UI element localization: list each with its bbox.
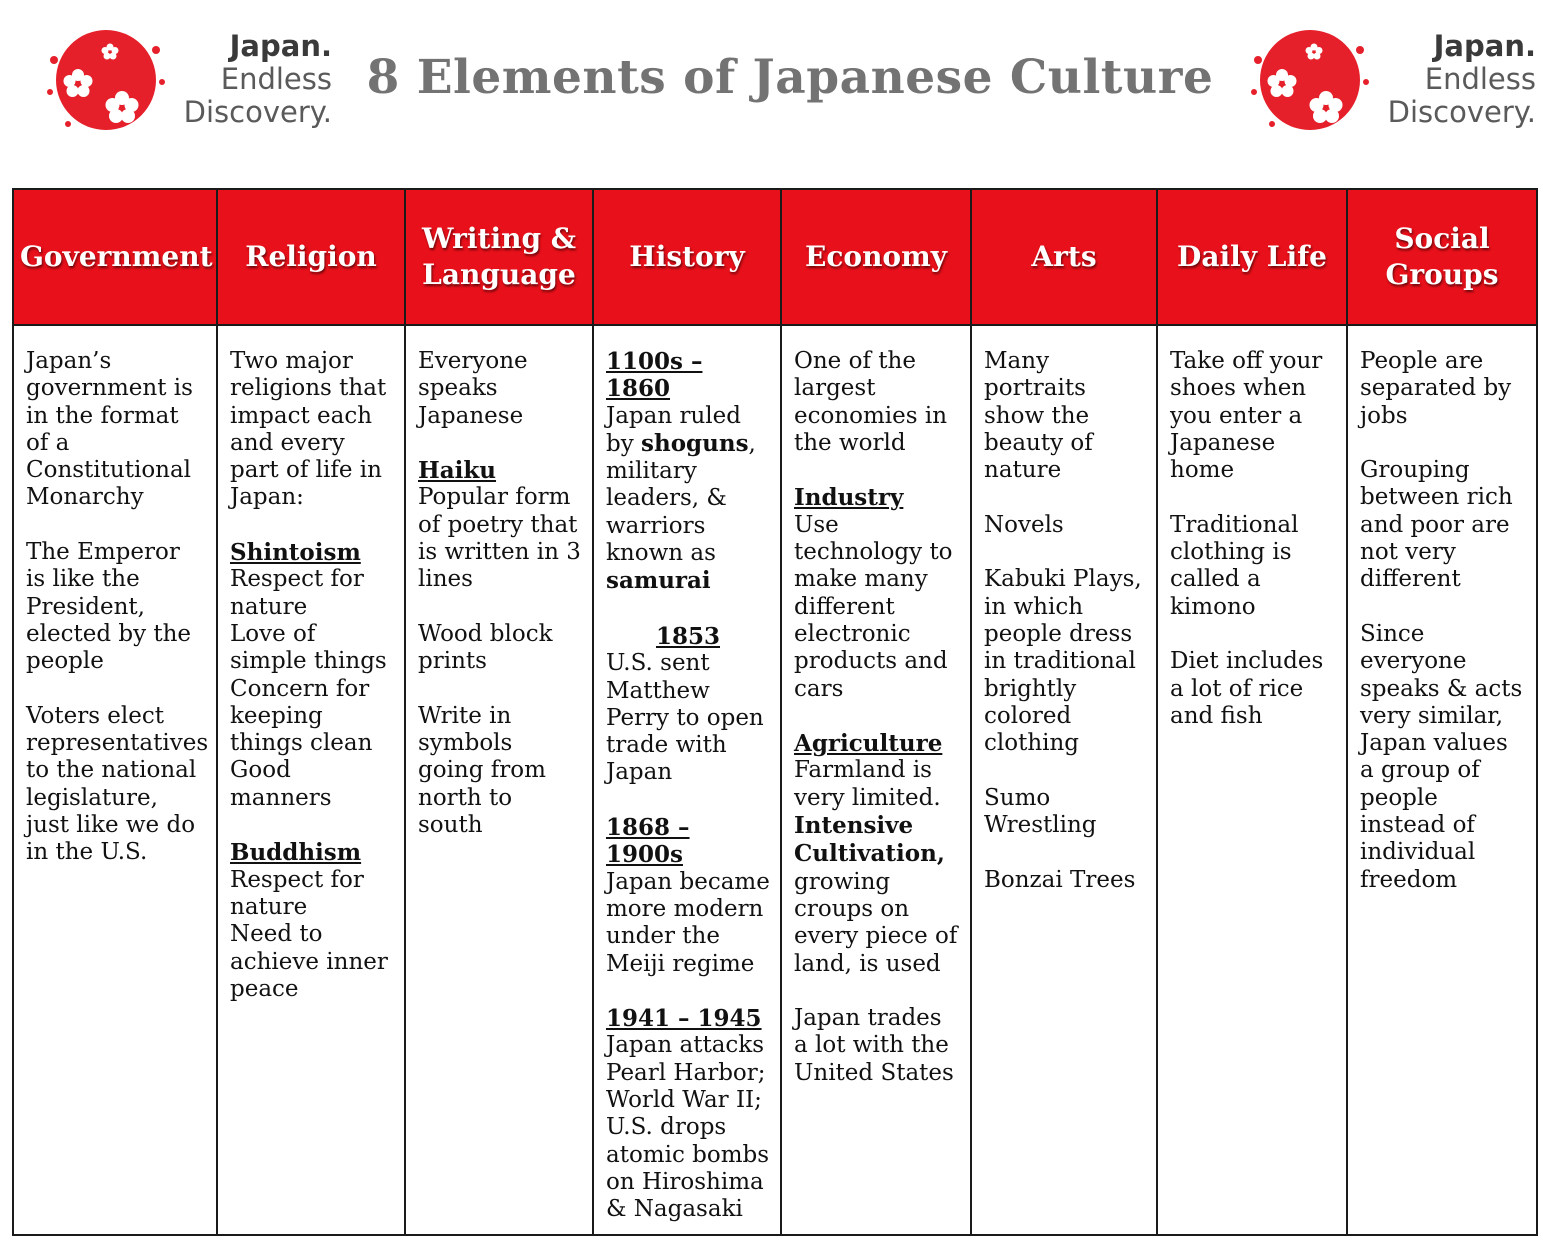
header-social-groups: Social Groups — [1347, 189, 1537, 325]
cell-social-groups — [1347, 325, 1537, 1235]
intensive-cultivation: Intensive Cultivation, — [794, 812, 945, 868]
social-groups-paragraph: People are separated by jobs — [1360, 348, 1512, 429]
economy-paragraph: One of the largest economies in the world — [794, 348, 948, 456]
government-paragraph: Voters elect representatives to the national legislature, just like we do in the U.S. — [26, 702, 209, 866]
history-date: 1853 — [655, 622, 720, 650]
brand-line-2: Endless — [220, 62, 332, 96]
history-entry — [606, 348, 770, 596]
brand-line-1: Japan. — [1433, 29, 1536, 63]
header-economy: Economy — [781, 189, 971, 325]
brand-line-3: Discovery. — [1387, 95, 1536, 129]
writing-paragraph: Write in symbols going from north to south — [418, 702, 546, 839]
writing-paragraph: Wood block prints — [418, 620, 553, 675]
cell-daily-life — [1157, 325, 1347, 1235]
history-entry — [606, 814, 770, 978]
agriculture-heading: Agriculture — [794, 730, 943, 758]
economy-agriculture — [794, 730, 960, 978]
shintoism-heading: Shintoism — [230, 539, 361, 567]
social-groups-paragraph: Since everyone speaks & acts very similar, Japan values a group of people instead of individual freedom — [1360, 620, 1523, 893]
header-arts: Arts — [971, 189, 1157, 325]
shintoism-item: Concern for keeping things clean — [230, 675, 373, 757]
history-text: Japan ruled by — [606, 402, 741, 457]
history-term: shoguns — [641, 429, 749, 457]
writing-haiku — [418, 457, 582, 593]
social-groups-paragraph: Grouping between rich and poor are not very different — [1360, 457, 1513, 593]
arts-paragraph: Bonzai Trees — [984, 866, 1136, 893]
history-term: samurai — [606, 567, 711, 595]
arts-paragraph: Many portraits show the beauty of nature — [984, 348, 1093, 484]
history-entry — [606, 623, 770, 787]
cell-writing-language — [405, 325, 593, 1235]
logo-left — [44, 22, 334, 137]
buddhism-item: Respect for nature — [230, 866, 364, 920]
buddhism-item: Need to achieve inner peace — [230, 921, 388, 1002]
culture-table — [12, 188, 1538, 1236]
brand-line-2: Endless — [1424, 62, 1536, 96]
cell-economy — [781, 325, 971, 1235]
logo-right — [1248, 22, 1538, 137]
sakura-sun-icon — [1248, 22, 1373, 137]
sakura-sun-icon — [44, 22, 169, 137]
religion-buddhism — [230, 839, 394, 1003]
haiku-text: Popular form of poetry that is written in 3 lines — [418, 484, 581, 593]
economy-paragraph: Japan trades a lot with the United States — [794, 1005, 954, 1086]
brand-line-3: Discovery. — [183, 95, 332, 129]
header-daily-life: Daily Life — [1157, 189, 1347, 325]
history-text: U.S. sent Matthew Perry to open trade with Japan — [606, 650, 764, 786]
shintoism-item: Good manners — [230, 757, 332, 811]
header-government: Government — [13, 189, 217, 325]
page-title: 8 Elements of Japanese Culture — [366, 50, 1214, 105]
daily-life-paragraph: Traditional clothing is called a kimono — [1170, 511, 1299, 620]
header-row — [13, 189, 1537, 325]
arts-paragraph: Novels — [984, 511, 1064, 538]
daily-life-paragraph: Take off your shoes when you enter a Japanese home — [1170, 348, 1323, 484]
industry-heading: Industry — [794, 484, 904, 512]
economy-industry — [794, 484, 960, 702]
history-date: 1100s – 1860 — [606, 348, 703, 403]
history-text: , military leaders, & warriors known as — [606, 430, 756, 567]
header-history: History — [593, 189, 781, 325]
brand-line-1: Japan. — [229, 29, 332, 63]
cell-government — [13, 325, 217, 1235]
religion-shintoism — [230, 539, 394, 812]
arts-paragraph: Kabuki Plays, in which people dress in traditional brightly colored clothing — [984, 566, 1142, 757]
buddhism-heading: Buddhism — [230, 839, 362, 867]
cell-history — [593, 325, 781, 1235]
content-row — [13, 325, 1537, 1235]
history-entry — [606, 1005, 770, 1223]
agriculture-text: growing croups on every piece of land, is used — [794, 868, 958, 977]
header-writing-language: Writing & Language — [405, 189, 593, 325]
history-date: 1868 – 1900s — [606, 814, 690, 869]
cell-arts — [971, 325, 1157, 1235]
brand-text — [172, 30, 332, 129]
shintoism-item: Love of simple things — [230, 620, 387, 675]
industry-text: Use technology to make many different electronic products and cars — [794, 511, 953, 702]
history-text: Japan became more modern under the Meiji regime — [606, 868, 770, 977]
header-religion: Religion — [217, 189, 405, 325]
daily-life-paragraph: Diet includes a lot of rice and fish — [1170, 648, 1324, 729]
government-paragraph: The Emperor is like the President, elected by the people — [26, 539, 192, 675]
government-paragraph: Japan’s government is in the format of a Constitutional Monarchy — [26, 348, 193, 511]
shintoism-item: Respect for nature — [230, 566, 364, 620]
religion-intro: Two major religions that impact each and every part of life in Japan: — [230, 348, 387, 511]
writing-paragraph: Everyone speaks Japanese — [418, 348, 528, 429]
history-date: 1941 – 1945 — [606, 1005, 762, 1033]
agriculture-text: Farmland is very limited. — [794, 757, 941, 811]
cell-religion — [217, 325, 405, 1235]
history-text: Japan attacks Pearl Harbor; World War II; U.S. drops atomic bombs on Hiroshima & Nagasaki — [606, 1032, 770, 1223]
brand-text — [1376, 30, 1536, 129]
arts-paragraph: Sumo Wrestling — [984, 784, 1097, 839]
haiku-heading: Haiku — [418, 457, 497, 485]
